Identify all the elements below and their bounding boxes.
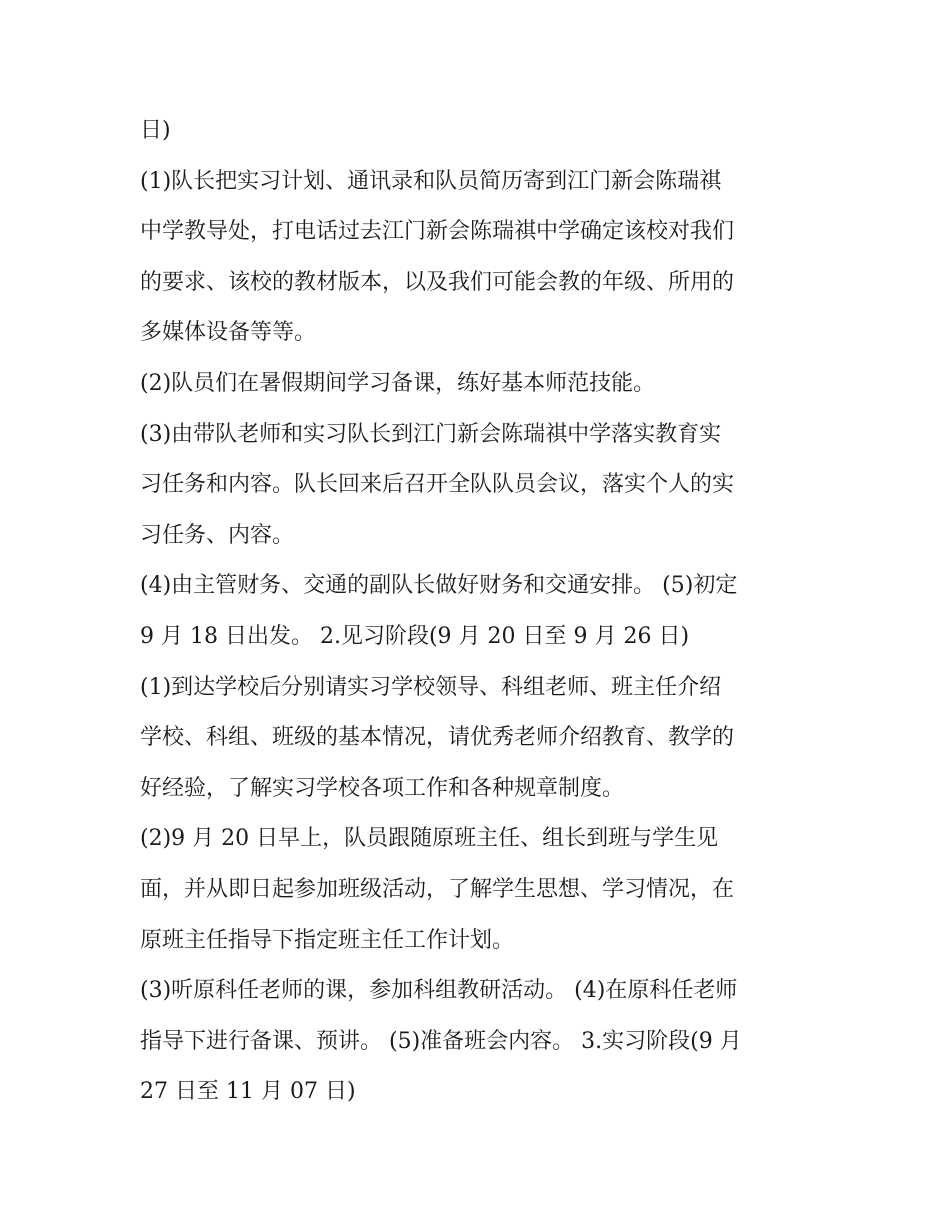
text-line: (1)到达学校后分别请实习学校领导、科组老师、班主任介绍 bbox=[140, 674, 722, 700]
text-line: 的要求、该校的教材版本，以及我们可能会教的年级、所用的 bbox=[140, 269, 735, 295]
text-line: 学校、科组、班级的基本情况，请优秀老师介绍教育、教学的 bbox=[140, 725, 735, 751]
text-line: 习任务、内容。 bbox=[140, 522, 295, 548]
text-line: 面，并从即日起参加班级活动，了解学生思想、学习情况，在 bbox=[140, 876, 735, 902]
text-line: (3)由带队老师和实习队长到江门新会陈瑞祺中学落实教育实 bbox=[140, 421, 722, 447]
text-line: 习任务和内容。队长回来后召开全队队员会议，落实个人的实 bbox=[140, 472, 735, 498]
text-line: 指导下进行备课、预讲。 (5)准备班会内容。 3.实习阶段(9 月 bbox=[140, 1028, 742, 1054]
text-line: 原班主任指导下指定班主任工作计划。 bbox=[140, 927, 515, 953]
text-line: 27 日至 11 月 07 日) bbox=[140, 1079, 356, 1105]
text-line: (2)队员们在暑假期间学习备课，练好基本师范技能。 bbox=[140, 370, 656, 396]
text-line: (3)听原科任老师的课，参加科组教研活动。 (4)在原科任老师 bbox=[140, 978, 738, 1004]
text-line: (2)9 月 20 日早上，队员跟随原班主任、组长到班与学生见 bbox=[140, 826, 719, 852]
text-line: 多媒体设备等等。 bbox=[140, 320, 317, 346]
text-line: (1)队长把实习计划、通讯录和队员简历寄到江门新会陈瑞祺 bbox=[140, 168, 722, 194]
text-line: 9 月 18 日出发。 2.见习阶段(9 月 20 日至 9 月 26 日) bbox=[140, 623, 690, 649]
document-body bbox=[140, 106, 820, 1118]
text-line: 中学教导处，打电话过去江门新会陈瑞祺中学确定该校对我们 bbox=[140, 219, 735, 245]
text-line: 日) bbox=[140, 118, 171, 143]
text-line: 好经验，了解实习学校各项工作和各种规章制度。 bbox=[140, 775, 625, 801]
text-line: (4)由主管财务、交通的副队长做好财务和交通安排。 (5)初定 bbox=[140, 573, 738, 599]
